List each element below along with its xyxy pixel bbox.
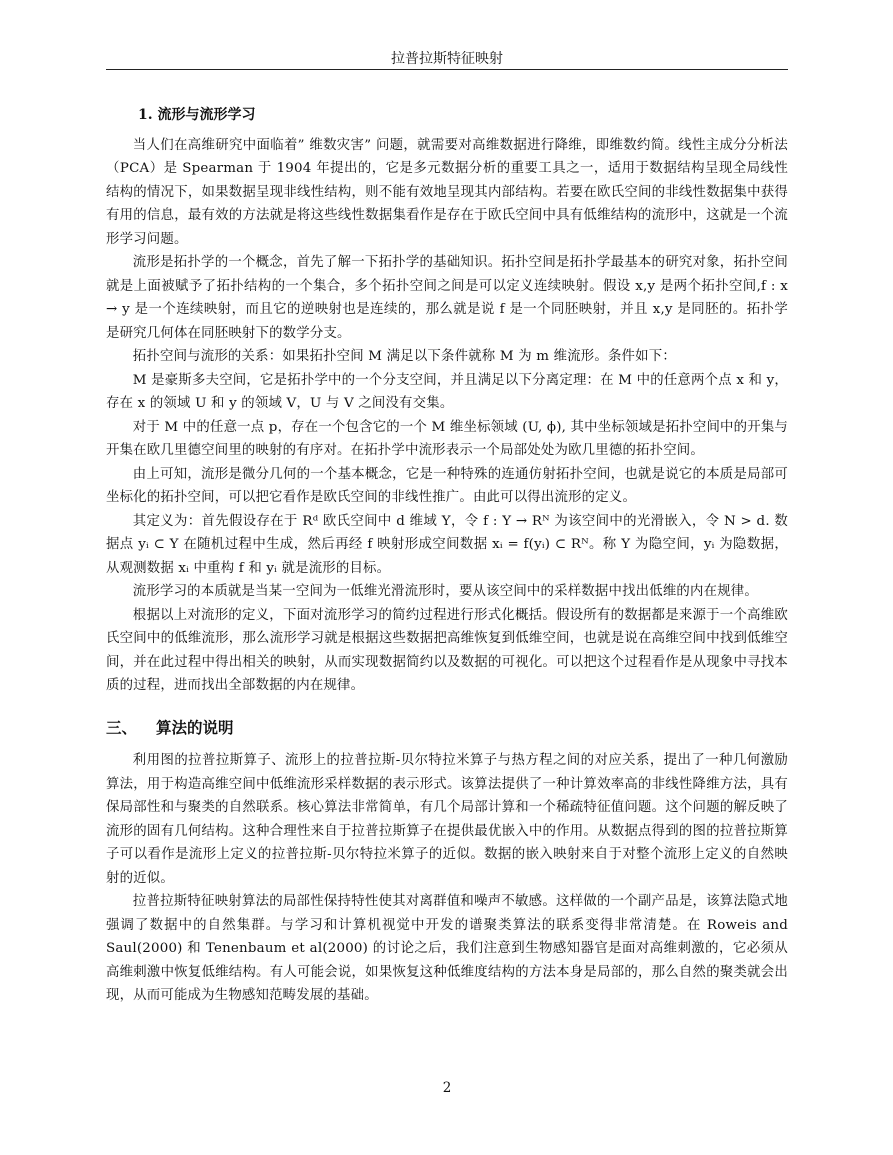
paragraph: 其定义为：首先假设存在于 Rᵈ 欧氏空间中 d 维域 Y，令 f : Y → Rᴺ 为该空间中的光滑嵌入，令 N > d. 数据点 yᵢ ⊂ Y 在随机过程中生成，然后再经 f 映射形成空间数据 xᵢ = f(yᵢ) ⊂ Rᴺ。称 Y 为隐空间，yᵢ 为隐数据，从观测数据 xᵢ 中重构 f 和 yᵢ 就是流形的目标。 <box>106 513 788 576</box>
paragraph: 拉普拉斯特征映射算法的局部性保持特性使其对离群值和噪声不敏感。这样做的一个副产品是，该算法隐式地强调了数据中的自然集群。与学习和计算机视觉中开发的谱聚类算法的联系变得非常清楚。在 Roweis and Saul(2000) 和 Tenenbaum et al(2000) 的讨论之后，我们注意到生物感知器官是面对高维刺激的，它必须从高维刺激中恢复低维结构。有人可能会说，如果恢复这种低维度结构的方法本身是局部的，那么自然的聚类就会出现，从而可能成为生物感知范畴发展的基础。 <box>106 894 788 1003</box>
paragraph: 流形是拓扑学的一个概念，首先了解一下拓扑学的基础知识。拓扑空间是拓扑学最基本的研究对象，拓扑空间就是上面被赋予了拓扑结构的一个集合，多个拓扑空间之间是可以定义连续映射。假设 x,y 是两个拓扑空间,f : x → y 是一个连续映射，而且它的逆映射也是连续的，那么就是说 f 是一个同胚映射，并且 x,y 是同胚的。拓扑学是研究几何体在同胚映射下的数学分支。 <box>106 255 788 341</box>
paragraph: 对于 M 中的任意一点 p，存在一个包含它的一个 M 维坐标领域 (U, ϕ), 其中坐标领域是拓扑空间中的开集与开集在欧几里德空间里的映射的有序对。在拓扑学中流形表示一个局部处处为欧几里德的拓扑空间。 <box>106 419 789 458</box>
subsection-heading: 1. 流形与流形学习 <box>138 107 256 123</box>
paragraph: 利用图的拉普拉斯算子、流形上的拉普拉斯-贝尔特拉米算子与热方程之间的对应关系，提出了一种几何激励算法，用于构造高维空间中低维流形采样数据的表示形式。该算法提供了一种计算效率高的非线性降维方法，具有保局部性和与聚类的自然联系。核心算法非常简单，有几个局部计算和一个稀疏特征值问题。这个问题的解反映了流形的固有几何结构。这种合理性来自于拉普拉斯算子在提供最优嵌入中的作用。从数据点得到的图的拉普拉斯算子可以看作是流形上定义的拉普拉斯-贝尔特拉米算子的近似。数据的嵌入映射来自于对整个流形上定义的自然映射的近似。 <box>106 753 788 886</box>
paragraph: 拓扑空间与流形的关系：如果拓扑空间 M 满足以下条件就称 M 为 m 维流形。条件如下： <box>132 349 676 364</box>
page-header-title: 拉普拉斯特征映射 <box>391 51 503 67</box>
paragraph: 根据以上对流形的定义，下面对流形学习的简约过程进行形式化概括。假设所有的数据都是来源于一个高维欧氏空间中的低维流形，那么流形学习就是根据这些数据把高维恢复到低维空间，也就是说在高维空间中找到低维空间，并在此过程中得出相关的映射，从而实现数据简约以及数据的可视化。可以把这个过程看作是从现象中寻找本质的过程，进而找出全部数据的内在规律。 <box>106 607 788 693</box>
section-title: 算法的说明 <box>156 717 234 737</box>
paragraph: 由上可知，流形是微分几何的一个基本概念，它是一种特殊的连通仿射拓扑空间，也就是说它的本质是局部可坐标化的拓扑空间，可以把它看作是欧氏空间的非线性推广。由此可以得出流形的定义。 <box>106 466 788 505</box>
paragraph: M 是豪斯多夫空间，它是拓扑学中的一个分支空间，并且满足以下分离定理：在 M 中的任意两个点 x 和 y，存在 x 的领域 U 和 y 的领域 V，U 与 V 之间没有交集。 <box>106 372 788 411</box>
page-content <box>106 104 788 1008</box>
page-number: 2 <box>442 1080 452 1096</box>
section-number: 三、 <box>106 717 138 737</box>
paragraph: 当人们在高维研究中面临着” 维数灾害” 问题，就需要对高维数据进行降维，即维数约简。线性主成分分析法（PCA）是 Spearman 于 1904 年提出的，它是多元数据分析的重要工具之一，适用于数据结构呈现全局线性结构的情况下，如果数据呈现非线性结构，则不能有效地呈现其内部结构。若要在欧氏空间的非线性数据集中获得有用的信息，最有效的方法就是将这些线性数据集看作是存在于欧氏空间中具有低维结构的流形中，这就是一个流形学习问题。 <box>106 137 788 247</box>
paragraph: 流形学习的本质就是当某一空间为一低维光滑流形时，要从该空间中的采样数据中找出低维的内在规律。 <box>132 584 758 599</box>
header-rule <box>106 69 788 70</box>
section-heading <box>106 716 788 740</box>
